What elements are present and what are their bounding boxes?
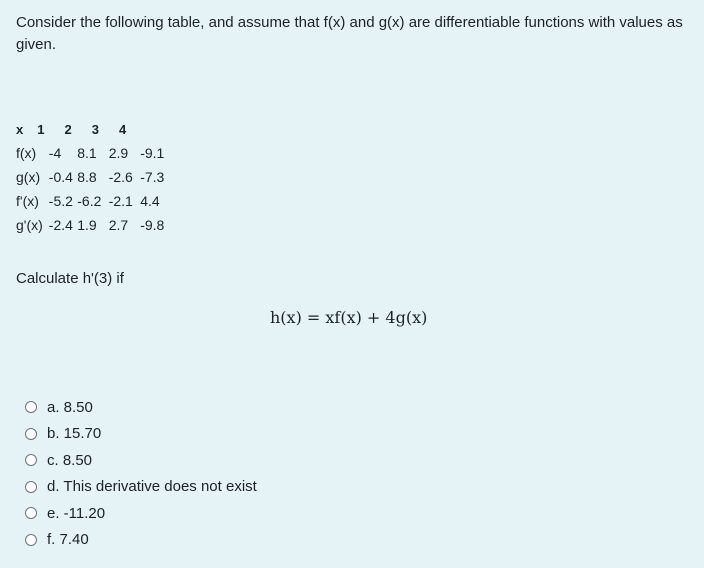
table-cell: -0.4 xyxy=(48,169,73,185)
table-cell: -4 xyxy=(48,145,62,161)
answer-label: b. 15.70 xyxy=(47,425,102,443)
answer-option-e[interactable] xyxy=(25,500,257,527)
answer-label: c. 8.50 xyxy=(47,451,93,469)
answer-list xyxy=(25,394,257,553)
table-cell: f'(x) xyxy=(16,193,39,209)
table-cell: 1.9 xyxy=(77,217,97,233)
answer-option-a[interactable] xyxy=(25,394,257,421)
table-row xyxy=(16,189,170,213)
table-header-cell: 3 xyxy=(91,121,99,137)
question-text: Consider the following table, and assume that f(x) and g(x) are differentiable functions with values as given. xyxy=(16,14,683,53)
table-cell: 8.8 xyxy=(77,169,97,185)
answer-option-d[interactable] xyxy=(25,474,257,501)
table-header-cell: x xyxy=(16,121,24,137)
answer-option-c[interactable] xyxy=(25,447,257,474)
table-cell: -9.1 xyxy=(140,145,165,161)
table-cell: -2.1 xyxy=(108,193,133,209)
answer-label: a. 8.50 xyxy=(47,398,93,416)
answer-label: e. -11.20 xyxy=(47,504,106,522)
table-cell: -5.2 xyxy=(48,193,73,209)
answer-option-b[interactable] xyxy=(25,421,257,448)
table-cell: f(x) xyxy=(16,145,37,161)
table-cell: -7.3 xyxy=(140,169,165,185)
table-cell: -9.8 xyxy=(140,217,165,233)
radio-button[interactable] xyxy=(25,454,37,466)
table-cell: g(x) xyxy=(16,169,41,185)
table-row xyxy=(16,141,170,165)
formula: h(x) = xf(x) + 4g(x) xyxy=(270,308,428,327)
table-row xyxy=(16,213,170,237)
radio-button[interactable] xyxy=(25,428,37,440)
answer-label: d. This derivative does not exist xyxy=(47,478,257,496)
table-cell: 8.1 xyxy=(77,145,97,161)
table-header-cell: 2 xyxy=(64,121,72,137)
table-cell: -2.4 xyxy=(48,217,73,233)
table-row xyxy=(16,165,170,189)
table-cell: 2.9 xyxy=(108,145,129,161)
table-header-cell: 1 xyxy=(37,121,45,137)
radio-button[interactable] xyxy=(25,534,37,546)
values-table xyxy=(16,117,132,141)
radio-button[interactable] xyxy=(25,481,37,493)
table-cell: 4.4 xyxy=(140,193,160,209)
values-grid xyxy=(16,141,170,237)
table-cell: -6.2 xyxy=(77,193,102,209)
answer-label: f. 7.40 xyxy=(47,531,89,549)
table-cell: -2.6 xyxy=(108,169,133,185)
table-header-cell: 4 xyxy=(118,121,127,137)
table-header-row xyxy=(16,117,132,141)
answer-option-f[interactable] xyxy=(25,527,257,554)
question-prompt: Calculate h'(3) if xyxy=(16,270,124,287)
radio-button[interactable] xyxy=(25,401,37,413)
table-cell: g'(x) xyxy=(16,217,43,233)
table-cell: 2.7 xyxy=(108,217,129,233)
radio-button[interactable] xyxy=(25,507,37,519)
